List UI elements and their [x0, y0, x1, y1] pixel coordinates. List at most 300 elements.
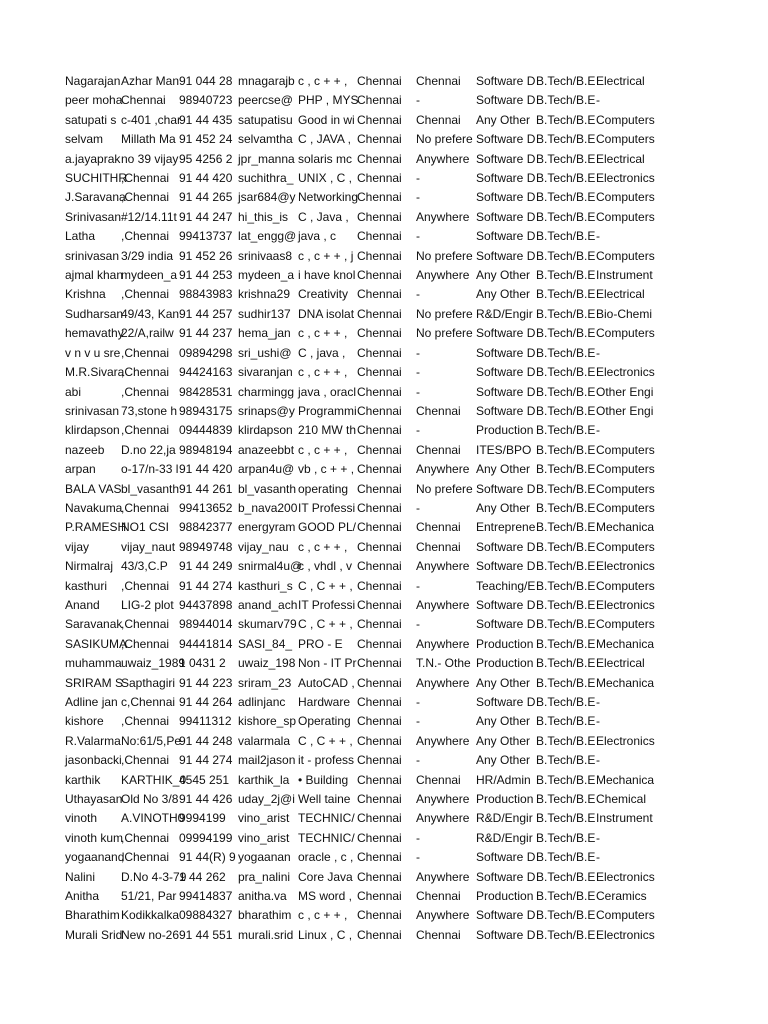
cell-phone: 98842377: [179, 520, 233, 535]
cell-phone: 91 44 420: [179, 462, 233, 477]
table-row: [64, 732, 672, 751]
cell-email: vijay_nau: [238, 539, 289, 554]
cell-preferred-location: -: [416, 229, 420, 244]
cell-skills: c , vhdl , v: [298, 559, 353, 574]
cell-email: karthik_la: [238, 772, 290, 787]
cell-address: vijay_naut: [121, 539, 176, 554]
cell-function-area: Production: [476, 636, 534, 651]
cell-address: ,Chennai: [121, 384, 170, 399]
cell-city: Chennai: [357, 481, 402, 496]
cell-specialization: Computers: [596, 578, 655, 593]
cell-name: karthik: [65, 772, 101, 787]
table-row: [64, 111, 672, 130]
cell-name: yogaanand: [65, 850, 125, 865]
cell-phone: 09444839: [179, 423, 233, 438]
cell-phone: 09894298: [179, 345, 233, 360]
cell-preferred-location: Chennai: [416, 403, 461, 418]
cell-preferred-location: No prefere: [416, 248, 473, 263]
cell-email: mail2jason: [238, 753, 296, 768]
cell-specialization: Mechanica: [596, 772, 655, 787]
cell-function-area: Software D: [476, 695, 536, 709]
cell-specialization: Electrical: [596, 74, 645, 88]
cell-preferred-location: -: [416, 190, 420, 205]
cell-skills: Creativity: [298, 287, 349, 302]
cell-specialization: -: [596, 714, 600, 729]
table-row: [64, 266, 672, 285]
cell-degree: B.Tech/B.E: [536, 811, 596, 826]
cell-address: 51/21, Par: [121, 889, 177, 904]
cell-city: Chennai: [357, 209, 402, 224]
cell-degree: B.Tech/B.E: [536, 229, 596, 244]
cell-email: peercse@: [238, 93, 293, 108]
cell-name: Uthayasan: [65, 792, 123, 807]
cell-function-area: Any Other: [476, 753, 531, 768]
cell-degree: B.Tech/B.E: [536, 112, 596, 127]
cell-email: krishna29: [238, 287, 291, 302]
cell-function-area: Software D: [476, 908, 536, 923]
cell-email: anazeebbt: [238, 442, 295, 457]
cell-email: hi_this_is: [238, 209, 289, 224]
table-row: [64, 344, 672, 363]
cell-function-area: Software D: [476, 229, 536, 244]
cell-degree: B.Tech/B.E: [536, 462, 596, 477]
cell-city: Chennai: [357, 268, 402, 283]
cell-city: Chennai: [357, 675, 402, 690]
table-row: [64, 402, 672, 421]
cell-address: D.no 22,ja: [121, 442, 176, 457]
cell-function-area: Software D: [476, 345, 536, 360]
cell-city: Chennai: [357, 500, 402, 515]
cell-city: Chennai: [357, 869, 402, 884]
cell-city: Chennai: [357, 345, 402, 360]
cell-name: arpan: [65, 462, 96, 477]
cell-preferred-location: -: [416, 345, 420, 360]
table-row: [64, 518, 672, 537]
cell-specialization: Electronics: [596, 171, 655, 186]
table-row: [64, 480, 672, 499]
cell-degree: B.Tech/B.E: [536, 481, 596, 496]
cell-degree: B.Tech/B.E: [536, 889, 596, 904]
cell-name: Nagarajan: [65, 74, 121, 88]
cell-degree: B.Tech/B.E: [536, 306, 596, 321]
cell-city: Chennai: [357, 442, 402, 457]
cell-phone: 91 44 551: [179, 927, 233, 942]
cell-degree: B.Tech/B.E: [536, 636, 596, 651]
cell-degree: B.Tech/B.E: [536, 287, 596, 302]
cell-address: #12/14.11t: [121, 209, 177, 224]
cell-name: Anitha: [65, 889, 100, 904]
cell-city: Chennai: [357, 636, 402, 651]
cell-degree: B.Tech/B.E: [536, 772, 596, 787]
table-row: [64, 906, 672, 925]
cell-email: pra_nalini: [238, 869, 291, 884]
cell-name: kasthuri: [65, 578, 108, 593]
cell-skills: GOOD PL/: [298, 520, 357, 535]
cell-city: Chennai: [357, 403, 402, 418]
cell-name: R.Valarma: [65, 733, 121, 748]
cell-preferred-location: -: [416, 365, 420, 380]
cell-specialization: -: [596, 345, 600, 360]
cell-function-area: Production: [476, 889, 534, 904]
cell-specialization: Ceramics: [596, 889, 647, 904]
table-row: [64, 674, 672, 693]
cell-email: snirmal4u@: [238, 559, 303, 574]
cell-function-area: Any Other: [476, 733, 531, 748]
cell-city: Chennai: [357, 326, 402, 341]
cell-specialization: -: [596, 423, 600, 438]
cell-name: M.R.Sivara: [65, 365, 125, 380]
cell-address: A.VINOTH0: [121, 811, 185, 826]
cell-preferred-location: Chennai: [416, 927, 461, 942]
cell-skills: AutoCAD ,: [298, 675, 355, 690]
cell-name: srinivasan: [65, 403, 120, 418]
cell-specialization: -: [596, 850, 600, 865]
cell-address: ,Chennai: [121, 714, 170, 729]
cell-name: J.Saravana: [65, 190, 126, 205]
table-row: [64, 441, 672, 460]
cell-name: vijay: [65, 539, 90, 554]
cell-degree: B.Tech/B.E: [536, 326, 596, 341]
cell-skills: TECHNIC/: [298, 830, 355, 845]
cell-specialization: Computers: [596, 617, 655, 632]
cell-preferred-location: Anywhere: [416, 597, 470, 612]
table-row: [64, 169, 672, 188]
table-row: [64, 499, 672, 518]
cell-function-area: Software D: [476, 481, 536, 496]
cell-phone: 98943175: [179, 403, 233, 418]
cell-preferred-location: Anywhere: [416, 792, 470, 807]
cell-address: ,Chennai: [121, 578, 170, 593]
cell-email: jpr_manna: [238, 151, 295, 166]
cell-name: muhamma: [65, 656, 122, 671]
cell-name: Murali Srid: [65, 927, 123, 942]
cell-phone: 91 44 426: [179, 792, 233, 807]
cell-skills: • Building: [298, 772, 349, 787]
table-row: [64, 305, 672, 324]
cell-specialization: Computers: [596, 462, 655, 477]
cell-address: KARTHIK_0: [121, 772, 187, 787]
cell-preferred-location: -: [416, 695, 420, 709]
cell-specialization: -: [596, 830, 600, 845]
cell-skills: c , c + + ,: [298, 539, 348, 554]
cell-preferred-location: Chennai: [416, 112, 461, 127]
cell-preferred-location: Anywhere: [416, 268, 470, 283]
cell-email: yogaanan: [238, 850, 291, 865]
cell-phone: 91 44 257: [179, 306, 233, 321]
cell-phone: 94441814: [179, 636, 233, 651]
cell-degree: B.Tech/B.E: [536, 93, 596, 108]
spreadsheet-body: [64, 72, 672, 945]
cell-specialization: Electronics: [596, 927, 655, 942]
cell-degree: B.Tech/B.E: [536, 617, 596, 632]
cell-phone: 99413737: [179, 229, 233, 244]
cell-email: vino_arist: [238, 830, 290, 845]
cell-degree: B.Tech/B.E: [536, 733, 596, 748]
cell-address: ,Chennai: [121, 365, 170, 380]
cell-phone: 91 44 223: [179, 675, 233, 690]
cell-phone: 91 44 264: [179, 695, 233, 709]
cell-address: ,Chennai: [121, 830, 170, 845]
cell-specialization: Computers: [596, 209, 655, 224]
cell-specialization: Electronics: [596, 559, 655, 574]
table-row: [64, 577, 672, 596]
cell-phone: 4545 251: [179, 772, 230, 787]
cell-skills: DNA isolat: [298, 306, 355, 321]
table-row: [64, 887, 672, 906]
cell-function-area: Production: [476, 656, 534, 671]
cell-address: ,Chennai: [121, 171, 170, 186]
cell-address: ,Chennai: [121, 345, 170, 360]
cell-name: hemavathy: [65, 326, 124, 341]
cell-email: SASI_84_: [238, 636, 293, 651]
cell-phone: 91 44 265: [179, 190, 233, 205]
cell-email: anand_ach: [238, 597, 298, 612]
cell-degree: B.Tech/B.E: [536, 248, 596, 263]
cell-name: Saravanak: [65, 617, 123, 632]
cell-email: sriram_23: [238, 675, 292, 690]
cell-phone: 99414837: [179, 889, 233, 904]
cell-function-area: ITES/BPO: [476, 442, 532, 457]
table-row: [64, 383, 672, 402]
cell-specialization: Computers: [596, 132, 655, 147]
cell-city: Chennai: [357, 830, 402, 845]
cell-degree: B.Tech/B.E: [536, 539, 596, 554]
cell-email: valarmala: [238, 733, 291, 748]
cell-degree: B.Tech/B.E: [536, 151, 596, 166]
cell-degree: B.Tech/B.E: [536, 578, 596, 593]
cell-phone: 98948194: [179, 442, 233, 457]
cell-degree: B.Tech/B.E: [536, 597, 596, 612]
cell-specialization: -: [596, 695, 600, 709]
cell-skills: MS word ,: [298, 889, 353, 904]
cell-name: jasonbacki: [65, 753, 122, 768]
cell-city: Chennai: [357, 927, 402, 942]
cell-phone: 91 44 261: [179, 481, 233, 496]
cell-skills: TECHNIC/: [298, 811, 355, 826]
cell-skills: C , Java ,: [298, 209, 349, 224]
cell-email: murali.srid: [238, 927, 294, 942]
cell-specialization: Electronics: [596, 597, 655, 612]
cell-specialization: Mechanica: [596, 675, 655, 690]
cell-phone: 91 44 420: [179, 171, 233, 186]
cell-preferred-location: Anywhere: [416, 636, 470, 651]
cell-skills: PHP , MYS: [298, 93, 359, 108]
cell-email: sri_ushi@: [238, 345, 292, 360]
cell-email: srinaps@y: [238, 403, 295, 418]
cell-preferred-location: No prefere: [416, 326, 473, 341]
cell-specialization: Computers: [596, 539, 655, 554]
cell-preferred-location: -: [416, 287, 420, 302]
cell-preferred-location: T.N.- Othe: [416, 656, 471, 671]
cell-degree: B.Tech/B.E: [536, 345, 596, 360]
cell-preferred-location: -: [416, 850, 420, 865]
cell-city: Chennai: [357, 733, 402, 748]
cell-city: Chennai: [357, 365, 402, 380]
cell-city: Chennai: [357, 597, 402, 612]
cell-city: Chennai: [357, 151, 402, 166]
cell-skills: vb , c + + ,: [298, 462, 355, 477]
cell-degree: B.Tech/B.E: [536, 500, 596, 515]
cell-specialization: Computers: [596, 248, 655, 263]
cell-preferred-location: Chennai: [416, 520, 461, 535]
cell-function-area: Any Other: [476, 287, 531, 302]
cell-address: c,Chennai: [121, 695, 176, 709]
cell-email: kishore_sp: [238, 714, 297, 729]
cell-skills: c , c + + ,: [298, 74, 348, 88]
cell-skills: java , oracl: [298, 384, 357, 399]
cell-city: Chennai: [357, 171, 402, 186]
cell-specialization: Electrical: [596, 151, 645, 166]
table-row: [64, 72, 672, 91]
cell-function-area: Software D: [476, 171, 536, 186]
cell-city: Chennai: [357, 132, 402, 147]
cell-function-area: Any Other: [476, 675, 531, 690]
cell-email: adlinjanc: [238, 695, 286, 709]
cell-preferred-location: -: [416, 423, 420, 438]
cell-phone: 98940723: [179, 93, 233, 108]
cell-function-area: Production: [476, 792, 534, 807]
cell-email: klirdapson: [238, 423, 293, 438]
cell-specialization: Electrical: [596, 656, 645, 671]
cell-specialization: Electronics: [596, 733, 655, 748]
cell-city: Chennai: [357, 714, 402, 729]
cell-phone: 1 0431 2: [179, 656, 226, 671]
cell-city: Chennai: [357, 792, 402, 807]
cell-email: sudhir137: [238, 306, 291, 321]
cell-degree: B.Tech/B.E: [536, 792, 596, 807]
cell-preferred-location: Anywhere: [416, 462, 470, 477]
table-row: [64, 247, 672, 266]
cell-specialization: Computers: [596, 442, 655, 457]
cell-address: 43/3,C.P: [121, 559, 168, 574]
cell-skills: Good in wi: [298, 112, 355, 127]
cell-preferred-location: Chennai: [416, 442, 461, 457]
cell-skills: solaris mc: [298, 151, 353, 166]
cell-name: Srinivasan: [65, 209, 122, 224]
cell-name: srinivasan: [65, 248, 120, 263]
cell-specialization: Electronics: [596, 365, 655, 380]
cell-city: Chennai: [357, 617, 402, 632]
cell-phone: 94437898: [179, 597, 233, 612]
cell-email: charmingg: [238, 384, 295, 399]
table-row: [64, 712, 672, 731]
spreadsheet-table: [64, 72, 672, 945]
cell-degree: B.Tech/B.E: [536, 753, 596, 768]
cell-name: vinoth kum: [65, 830, 124, 845]
cell-degree: B.Tech/B.E: [536, 268, 596, 283]
cell-function-area: Software D: [476, 869, 536, 884]
table-row: [64, 848, 672, 867]
cell-email: anitha.va: [238, 889, 287, 904]
cell-email: uwaiz_198: [238, 656, 296, 671]
table-row: [64, 751, 672, 770]
cell-name: kishore: [65, 714, 104, 729]
table-row: [64, 596, 672, 615]
cell-skills: Operating: [298, 714, 351, 729]
cell-phone: 98949748: [179, 539, 233, 554]
table-row: [64, 188, 672, 207]
cell-email: b_nava200: [238, 500, 298, 515]
cell-degree: B.Tech/B.E: [536, 74, 596, 88]
cell-address: no 39 vijay: [121, 151, 179, 166]
cell-skills: Well taine: [298, 792, 351, 807]
cell-email: kasthuri_s: [238, 578, 293, 593]
cell-address: Sapthagiri: [121, 675, 176, 690]
cell-address: ,Chennai: [121, 500, 170, 515]
table-row: [64, 421, 672, 440]
cell-phone: 91 44(R) 9: [179, 850, 236, 865]
cell-specialization: Other Engi: [596, 384, 654, 399]
cell-address: ,Chennai: [121, 190, 170, 205]
cell-address: New no-26: [121, 927, 180, 942]
cell-phone: 9994199: [179, 811, 226, 826]
cell-degree: B.Tech/B.E: [536, 695, 596, 709]
cell-phone: 91 44 247: [179, 209, 233, 224]
cell-email: srinivaas8: [238, 248, 293, 263]
cell-function-area: Software D: [476, 927, 536, 942]
cell-skills: Programmi: [298, 403, 357, 418]
cell-function-area: Software D: [476, 365, 536, 380]
cell-skills: UNIX , C ,: [298, 171, 353, 186]
cell-preferred-location: Anywhere: [416, 151, 470, 166]
cell-degree: B.Tech/B.E: [536, 403, 596, 418]
cell-phone: 98843983: [179, 287, 233, 302]
cell-phone: 09994199: [179, 830, 233, 845]
cell-name: SASIKUMA: [65, 636, 128, 651]
cell-function-area: Software D: [476, 539, 536, 554]
cell-skills: Networking: [298, 190, 359, 205]
cell-name: Navakuma: [65, 500, 123, 515]
cell-email: uday_2j@i: [238, 792, 295, 807]
cell-preferred-location: Anywhere: [416, 811, 470, 826]
table-row: [64, 130, 672, 149]
cell-function-area: Any Other: [476, 500, 531, 515]
cell-phone: 91 44 274: [179, 753, 233, 768]
cell-function-area: Software D: [476, 384, 536, 399]
cell-degree: B.Tech/B.E: [536, 190, 596, 205]
cell-city: Chennai: [357, 753, 402, 768]
cell-phone: 09884327: [179, 908, 233, 923]
cell-degree: B.Tech/B.E: [536, 869, 596, 884]
cell-function-area: Software D: [476, 190, 536, 205]
cell-preferred-location: -: [416, 171, 420, 186]
cell-skills: C , JAVA ,: [298, 132, 351, 147]
cell-function-area: Software D: [476, 559, 536, 574]
cell-name: v n v u sre: [65, 345, 121, 360]
cell-email: skumarv79: [238, 617, 297, 632]
cell-name: Nirmalraj: [65, 559, 113, 574]
cell-degree: B.Tech/B.E: [536, 442, 596, 457]
cell-specialization: -: [596, 753, 600, 768]
cell-skills: Non - IT Pr: [298, 656, 357, 671]
cell-email: arpan4u@: [238, 462, 295, 477]
cell-preferred-location: -: [416, 500, 420, 515]
cell-email: suchithra_: [238, 171, 294, 186]
cell-address: LIG-2 plot: [121, 597, 174, 612]
table-row: [64, 771, 672, 790]
cell-function-area: Software D: [476, 248, 536, 263]
cell-preferred-location: Anywhere: [416, 908, 470, 923]
cell-city: Chennai: [357, 384, 402, 399]
table-row: [64, 926, 672, 945]
cell-degree: B.Tech/B.E: [536, 384, 596, 399]
cell-specialization: -: [596, 229, 600, 244]
cell-city: Chennai: [357, 306, 402, 321]
cell-specialization: Instrument: [596, 811, 653, 826]
cell-email: bl_vasanth: [238, 481, 297, 496]
cell-city: Chennai: [357, 423, 402, 438]
table-row: [64, 285, 672, 304]
